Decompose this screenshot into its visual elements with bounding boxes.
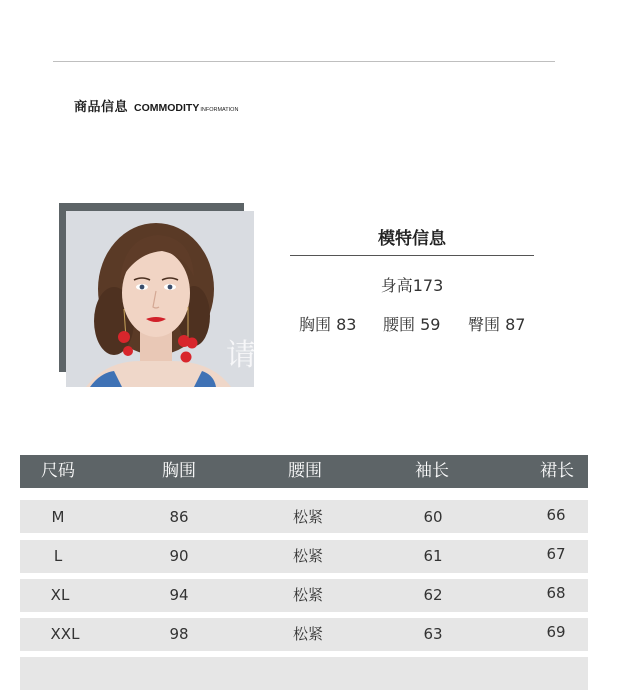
size-table-header-bust: 胸围 xyxy=(162,461,196,481)
table-cell-waist: 松紧 xyxy=(292,625,323,643)
table-cell-bust: 86 xyxy=(169,508,189,526)
model-info-divider xyxy=(290,255,534,256)
watermark-text: 请 xyxy=(226,338,256,373)
table-cell-skirt: 67 xyxy=(546,545,566,563)
table-cell-skirt: 68 xyxy=(546,584,566,602)
table-cell-skirt: 69 xyxy=(546,623,566,641)
table-cell-waist: 松紧 xyxy=(292,508,323,526)
size-table-header-waist: 腰围 xyxy=(288,461,322,481)
table-cell-waist: 松紧 xyxy=(292,586,323,604)
table-cell-waist: 松紧 xyxy=(292,547,323,565)
model-waist: 腰围 59 xyxy=(383,315,441,334)
model-bust: 胸围 83 xyxy=(299,315,357,334)
table-cell-sleeve: 60 xyxy=(423,508,443,526)
size-table-header-size: 尺码 xyxy=(41,461,75,481)
section-title-en-small: INFORMATION xyxy=(200,107,239,113)
table-row-empty xyxy=(20,657,588,690)
model-hip: 臀围 87 xyxy=(468,315,526,334)
model-height: 身高173 xyxy=(380,276,444,295)
table-cell-size: L xyxy=(53,547,63,565)
model-info-title: 模特信息 xyxy=(378,229,446,249)
size-table-header-skirt: 裙长 xyxy=(540,461,574,481)
table-cell-bust: 98 xyxy=(169,625,189,643)
section-title-en: COMMODITY xyxy=(134,102,200,114)
table-cell-sleeve: 62 xyxy=(423,586,443,604)
top-divider xyxy=(53,61,555,62)
section-header xyxy=(74,96,238,115)
table-cell-sleeve: 63 xyxy=(423,625,443,643)
table-cell-bust: 94 xyxy=(169,586,189,604)
table-cell-size: XXL xyxy=(50,625,80,643)
size-table-header-sleeve: 袖长 xyxy=(415,461,449,481)
table-cell-sleeve: 61 xyxy=(423,547,443,565)
table-cell-size: M xyxy=(51,508,65,526)
section-title-cn: 商品信息 xyxy=(74,100,129,115)
table-cell-skirt: 66 xyxy=(546,506,566,524)
table-cell-size: XL xyxy=(50,586,70,604)
table-cell-bust: 90 xyxy=(169,547,189,565)
